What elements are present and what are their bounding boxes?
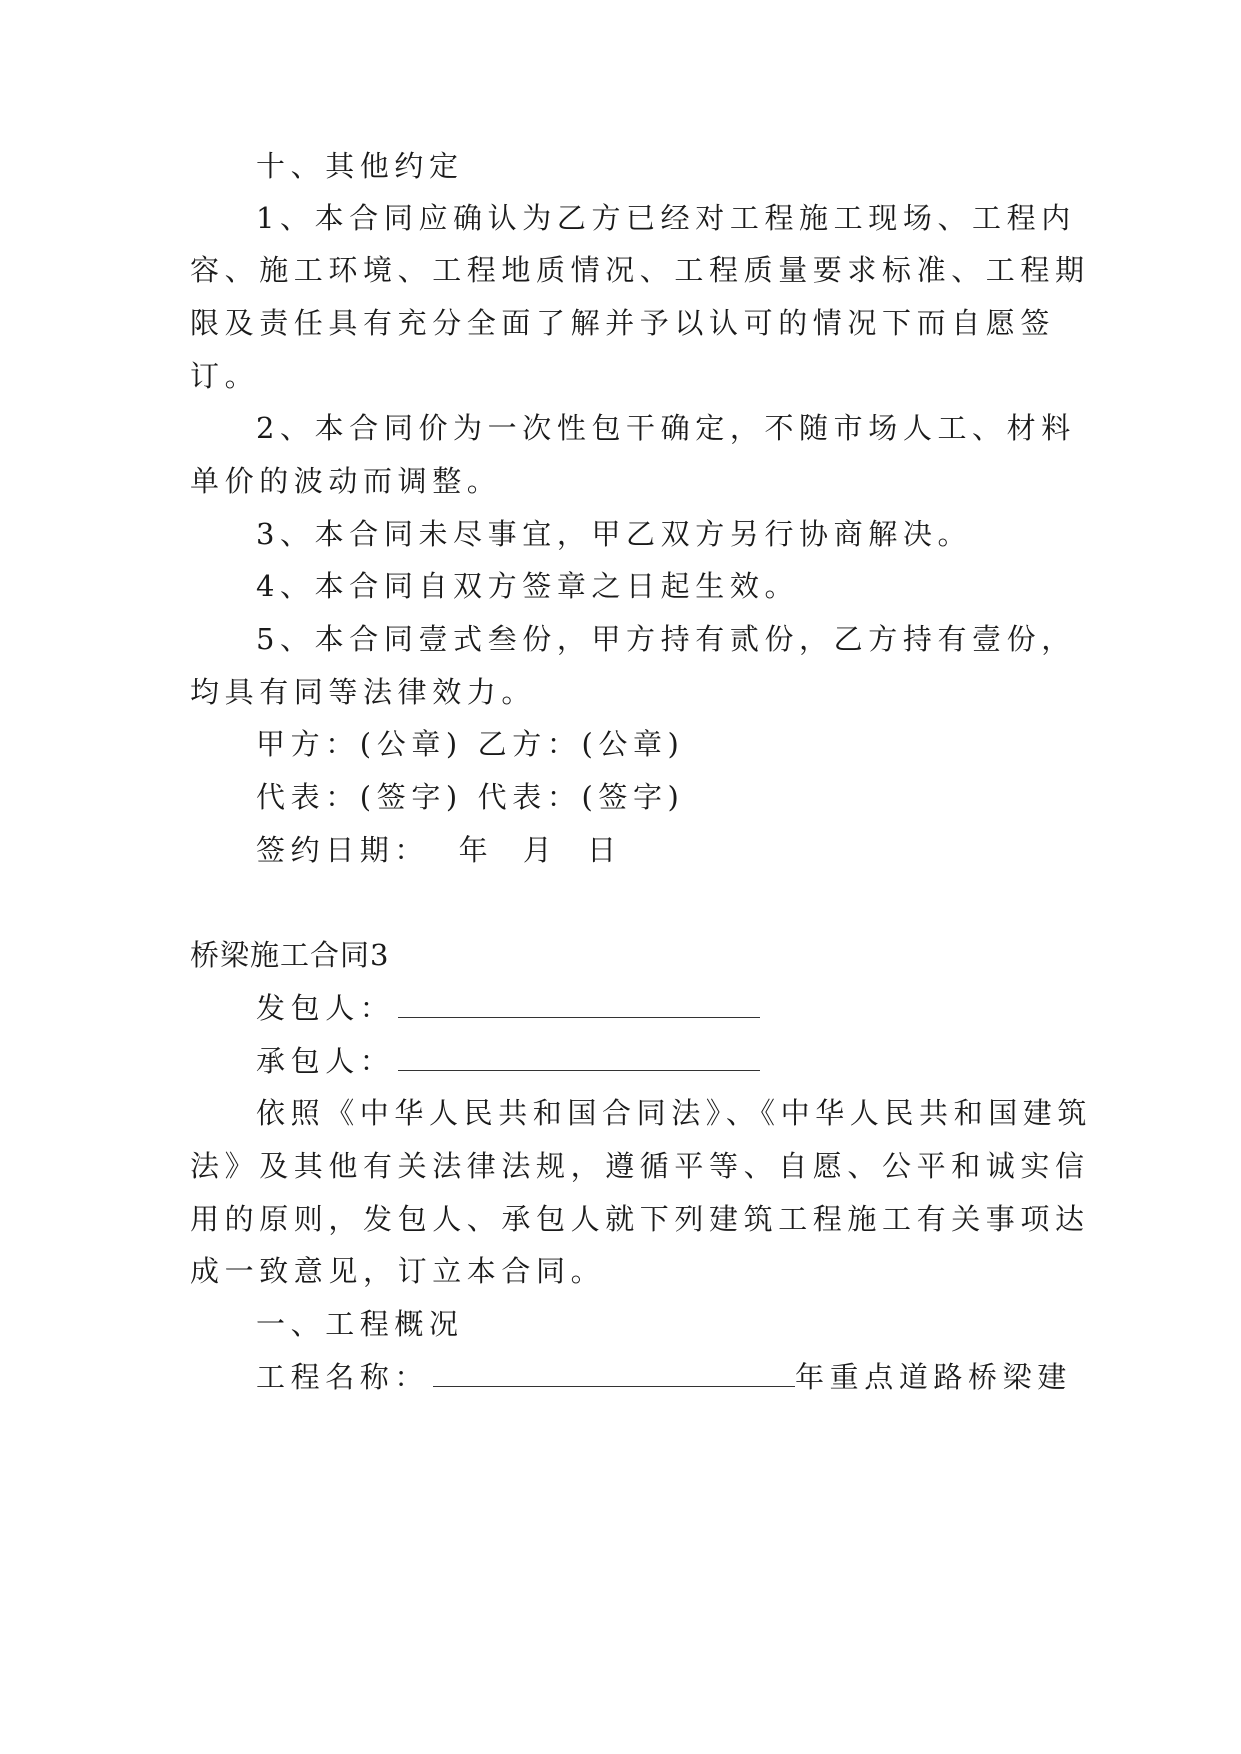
project-name-label: 工程名称： [256,1360,430,1394]
section-one-heading: 一、工程概况 [256,1307,464,1341]
employer-label: 发包人： [256,991,395,1025]
clause-4: 4、本合同自双方签章之日起生效。 [256,569,800,603]
clause-2-line-2: 单价的波动而调整。 [190,464,502,498]
clause-1-line-2: 容、施工环境、工程地质情况、工程质量要求标准、工程期 [190,253,1090,287]
clause-2-line-1: 2、本合同价为一次性包干确定，不随市场人工、材料 [256,411,1076,445]
employer-blank [398,989,760,1018]
preamble-line-4: 成一致意见，订立本合同。 [190,1254,606,1288]
preamble-line-3: 用的原则，发包人、承包人就下列建筑工程施工有关事项达 [190,1202,1090,1236]
clause-3: 3、本合同未尽事宜，甲乙双方另行协商解决。 [256,517,973,551]
contractor-label: 承包人： [256,1044,395,1078]
clause-1-line-1: 1、本合同应确认为乙方已经对工程施工现场、工程内 [256,201,1076,235]
project-name-suffix: 年重点道路桥梁建 [795,1360,1072,1394]
contractor-line [256,1041,1060,1081]
clause-5-line-1: 5、本合同壹式叁份，甲方持有贰份，乙方持有壹份， [256,622,1076,656]
signature-line: 代表：(签字) 代表：(签字) [256,780,685,814]
contractor-blank [398,1042,760,1071]
contract-title: 桥梁施工合同3 [190,938,390,972]
project-name-blank [433,1358,795,1387]
project-name-line [256,1357,1072,1397]
seal-line: 甲方：(公章) 乙方：(公章) [256,727,685,761]
signing-date-line: 签约日期： 年 月 日 [256,833,622,867]
clause-1-line-4: 订。 [190,359,260,393]
clause-1-line-3: 限及责任具有充分全面了解并予以认可的情况下而自愿签 [190,306,1056,340]
employer-line [256,988,1060,1028]
preamble-line-2: 法》及其他有关法律法规，遵循平等、自愿、公平和诚实信 [190,1149,1090,1183]
clause-5-line-2: 均具有同等法律效力。 [190,675,537,709]
section-heading: 十、其他约定 [256,149,464,183]
preamble-line-1: 依照《中华人民共和国合同法》、《中华人民共和国建筑 [256,1096,1093,1130]
